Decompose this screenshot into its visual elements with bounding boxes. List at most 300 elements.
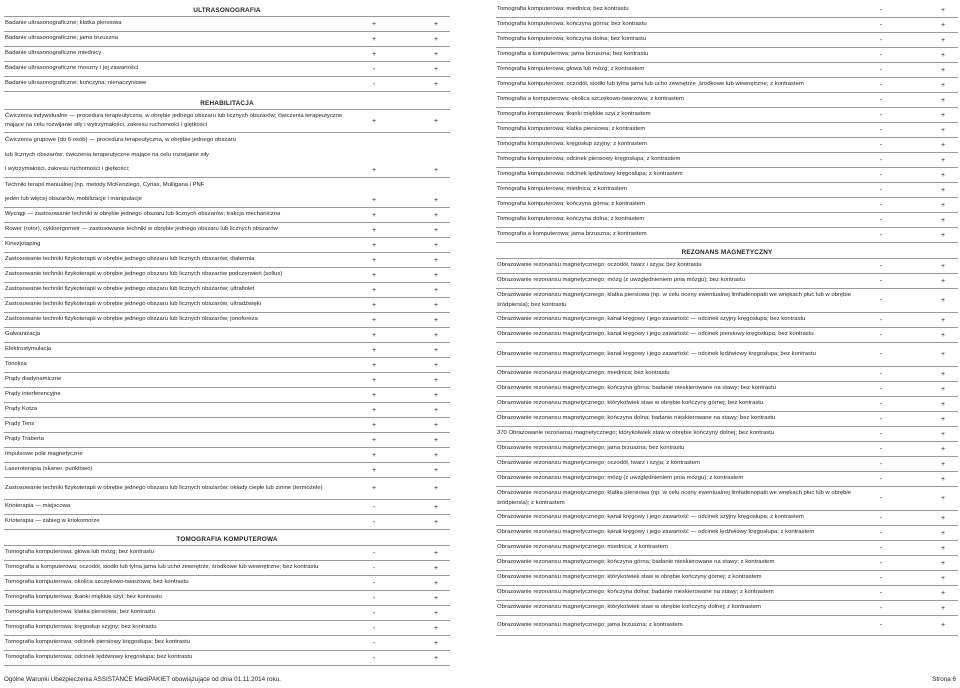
coverage-mark-variant-1: + [371,50,377,58]
coverage-mark-variant-2: + [433,331,439,339]
coverage-mark-variant-1: - [372,549,376,557]
service-description: Tomografia a komputerowa; okolica szczękowo-twarzowa; z kontrastem [497,96,684,103]
coverage-mark-variant-1: - [372,518,376,526]
coverage-mark-variant-2: + [940,96,946,104]
coverage-mark-variant-1: - [879,475,883,483]
table-row [496,556,958,571]
table-row [496,123,958,138]
table-row [4,110,450,133]
service-description: Zastosowanie techniki fizykoterapii w obrębie jednego obszaru lub licznych obszarów podczerwień (sollux) [5,271,283,278]
table-row [4,591,450,606]
coverage-mark-variant-2: + [433,406,439,414]
coverage-mark-variant-2: + [940,529,946,537]
table-row [496,108,958,123]
service-description: Tomografia komputerowa; tkanki miękkie szyi; bez kontrastu [5,594,162,601]
table-row [4,313,450,328]
section-header: TOMOGRAFIA KOMPUTEROWA [4,530,450,546]
coverage-mark-variant-1: + [371,406,377,414]
coverage-mark-variant-1: + [371,226,377,234]
table-row [4,621,450,636]
service-description: Krioterapia — miejscowa [5,503,71,510]
coverage-mark-variant-2: + [940,36,946,44]
coverage-mark-variant-1: + [371,485,377,492]
coverage-mark-variant-2: + [940,331,946,339]
coverage-mark-variant-1: + [371,241,377,249]
coverage-mark-variant-1: - [879,385,883,393]
table-row [4,223,450,238]
coverage-mark-variant-1: + [371,451,377,459]
table-row [496,616,958,636]
coverage-mark-variant-1: - [879,415,883,423]
coverage-mark-variant-2: + [433,226,439,234]
service-description: Kinezjotaping [5,241,41,248]
service-description: Impulsowe pole magnetyczne [5,451,83,458]
coverage-mark-variant-2: + [940,351,946,358]
coverage-mark-variant-2: + [433,316,439,324]
service-description: Zastosowanie techniki fizykoterapii w obrębie jednego obszaru lub licznych obszarów; diatermia [5,256,255,263]
table-row [496,487,958,511]
service-description: Techniki terapii manualnej (np. metody McKenziego, Cyriax, Mulligana i PNF [5,181,205,188]
service-description: Obrazowanie rezonansu magnetycznego; klatka piersiowa (np. w celu oceny ewentualnej limfadenopatii we wnękach płuc lub w obrębie śródpiersia); z kontrastem [497,490,851,506]
coverage-mark-variant-1: - [879,186,883,194]
service-description: Obrazowanie rezonansu magnetycznego; którykolwiek staw w obrębie kończyny górnej; z kontrastem [497,574,762,581]
coverage-mark-variant-1: + [371,117,377,125]
service-description: Zastosowanie techniki fizykoterapii w obrębie jednego obszaru lub licznych obszarów; jonoforeza [5,316,258,323]
service-description: Badanie ultrasonograficzne miednicy [5,50,102,57]
table-row [4,636,450,651]
service-description: Obrazowanie rezonansu magnetycznego; jama brzuszna; z kontrastem [497,621,683,628]
table-row [4,651,450,666]
service-description: Tomografia komputerowa; klatka piersiowa; z kontrastem [497,126,646,133]
section-header: REHABILITACJA [4,92,450,110]
table-row [496,586,958,601]
table-row [496,168,958,183]
coverage-mark-variant-1: + [371,301,377,309]
coverage-mark-variant-2: + [433,503,439,511]
table-row [496,63,958,78]
coverage-mark-variant-2: + [433,564,439,572]
table-row [496,601,958,616]
service-description: Obrazowanie rezonansu magnetycznego; kończyna górna; badanie nieskierowane na stawy; bez kontrastu [497,385,776,392]
coverage-mark-variant-1: - [372,594,376,602]
table-row [4,576,450,591]
service-description: Prądy interferencyjne [5,391,61,398]
table-row [4,298,450,313]
coverage-mark-variant-2: + [940,81,946,89]
table-row [496,78,958,93]
table-row [4,77,450,92]
table-row [496,328,958,343]
coverage-mark-variant-2: + [433,166,439,174]
coverage-mark-variant-1: + [371,376,377,384]
coverage-mark-variant-2: + [433,466,439,474]
service-description: Tomografia komputerowa; miednica; bez kontrastu [497,6,629,13]
coverage-mark-variant-2: + [433,391,439,399]
service-description: Obrazowanie rezonansu magnetycznego; klatka piersiowa (np. w celu oceny ewentualnej limfadenopatii we wnękach płuc lub w obrębie śródpiersia); bez kontrastu [497,292,851,308]
left-column [4,3,450,666]
coverage-mark-variant-1: + [371,271,377,279]
service-description: Tomografia a komputerowa; oczodół, siodło lub tylna jama lub ucho zewnętrze, środkowe lub wewnętrzne; bez kontrastu [5,564,319,571]
service-description: Tomografia komputerowa; kończyna dolna; z kontrastem [497,216,645,223]
coverage-mark-variant-2: + [940,495,946,502]
table-row [4,606,450,621]
coverage-mark-variant-2: + [940,316,946,324]
table-row [496,213,958,228]
coverage-mark-variant-2: + [940,66,946,74]
coverage-mark-variant-1: + [371,316,377,324]
table-row [4,500,450,515]
coverage-mark-variant-1: - [879,514,883,522]
table-row [4,343,450,358]
table-row [496,571,958,586]
coverage-mark-variant-1: - [372,609,376,617]
footer-document-title: Ogólne Warunki Ubezpieczenia ASSISTANCE MediPAKIET obowiązujące od dnia 01.11.2014 roku. [4,676,281,683]
coverage-mark-variant-1: - [879,297,883,304]
service-description: Tomografia a komputerowa; jama brzuszna; bez kontrastu [497,51,649,58]
coverage-mark-variant-2: + [940,604,946,612]
coverage-mark-variant-1: - [879,316,883,324]
table-row [4,418,450,433]
service-description: Tomografia komputerowa; miednica; z kontrastem [497,186,627,193]
service-description: Obrazowanie rezonansu magnetycznego; miednica; bez kontrastu [497,370,670,377]
coverage-mark-variant-2: + [433,256,439,264]
service-description: Tomografia komputerowa; kręgosłup szyjny; bez kontrastu [5,624,157,631]
coverage-mark-variant-1: - [879,216,883,224]
table-row [4,463,450,478]
coverage-mark-variant-2: + [940,559,946,567]
service-description: i wytrzymałości, zakresu ruchomości i giętkości; [5,166,130,173]
coverage-mark-variant-2: + [940,385,946,393]
coverage-mark-variant-2: + [433,286,439,294]
table-row [4,561,450,576]
table-row [4,193,450,208]
table-row [4,515,450,530]
service-description: Obrazowanie rezonansu magnetycznego; kanał kręgowy i jego zawartość — odcinek piersiowy kręgosłupa; bez kontrastu [497,331,814,338]
service-description: Badanie ultrasonograficzne; klatka piersiowa [5,20,122,27]
coverage-mark-variant-2: + [433,654,439,662]
coverage-mark-variant-1: - [879,430,883,438]
coverage-mark-variant-1: + [371,391,377,399]
coverage-mark-variant-2: + [433,361,439,369]
coverage-mark-variant-2: + [940,544,946,552]
table-row [4,448,450,463]
coverage-mark-variant-1: - [879,66,883,74]
service-description: Obrazowanie rezonansu magnetycznego; którykolwiek staw w obrębie kończyny górnej; bez kontrastu [497,400,764,407]
coverage-mark-variant-1: + [371,20,377,28]
coverage-mark-variant-2: + [433,241,439,249]
table-row [496,343,958,367]
coverage-mark-variant-2: + [940,231,946,239]
coverage-mark-variant-2: + [433,639,439,647]
table-row [496,18,958,33]
service-description: Badanie ultrasonograficzne; jama brzuszna [5,35,118,42]
coverage-mark-variant-2: + [940,111,946,119]
coverage-mark-variant-2: + [433,65,439,73]
coverage-mark-variant-2: + [940,201,946,209]
service-description: Prądy Kotza [5,406,38,413]
service-description: Obrazowanie rezonansu magnetycznego; którykolwiek staw w obrębie kończyny dolnej; z kontrastem [497,604,761,611]
coverage-mark-variant-1: - [879,604,883,612]
coverage-mark-variant-2: + [940,400,946,408]
table-row [496,472,958,487]
table-row [496,138,958,153]
coverage-mark-variant-1: + [371,256,377,264]
coverage-mark-variant-1: - [879,544,883,552]
service-description: Prądy diadynamiczne [5,376,62,383]
coverage-mark-variant-2: + [940,21,946,29]
service-description: Tomografia komputerowa; odcinek lędźwiowy kręgosłupa; bez kontrastu [5,654,193,661]
coverage-mark-variant-2: + [940,262,946,270]
table-row [4,47,450,62]
service-description: Zastosowanie techniki fizykoterapii w obrębie jednego obszaru lub licznych obszarów; ultradźwięki [5,301,262,308]
coverage-mark-variant-1: + [371,436,377,444]
table-row [496,397,958,412]
service-description: lub licznych obszarów; ćwiczenia terapeutyczne mające na celu rozwijanie siły [5,151,209,158]
service-description: Obrazowanie rezonansu magnetycznego; kanał kręgowy i jego zawartość — odcinek lędźwiowy kręgosłupa; z kontrastem [497,529,815,536]
service-description: Tomografia komputerowa; odcinek piersiowy kręgosłupa; bez kontrastu [5,639,190,646]
coverage-mark-variant-1: + [371,286,377,294]
table-row [496,274,958,289]
coverage-mark-variant-2: + [433,579,439,587]
coverage-mark-variant-2: + [940,186,946,194]
service-description: Tomografia komputerowa; tkanki miękkie szyi z kontrastem [497,111,651,118]
table-row [496,382,958,397]
service-description: Tomografia komputerowa; klatka piersiowa; bez kontrastu [5,609,155,616]
service-description: Obrazowanie rezonansu magnetycznego; jama brzuszna; bez kontrastu [497,445,685,452]
table-row [496,198,958,213]
coverage-mark-variant-1: - [879,6,883,14]
table-row [4,32,450,47]
service-description: Zastosowanie techniki fizykoterapii w obrębie jednego obszaru lub licznych obszarów; ultrafiolet [5,286,255,293]
table-row [4,283,450,298]
coverage-mark-variant-2: + [940,445,946,453]
coverage-mark-variant-2: + [433,20,439,28]
coverage-mark-variant-2: + [940,51,946,59]
coverage-mark-variant-1: - [879,574,883,582]
table-row [4,433,450,448]
table-row [4,17,450,32]
coverage-mark-variant-2: + [433,518,439,526]
service-description: Zastosowanie techniki fizykoterapii w obrębie jednego obszaru lub licznych obszarów; okłady ciepłe lub zimne (termożele) [5,484,323,491]
service-description: Obrazowanie rezonansu magnetycznego; miednica; z kontrastem [497,544,668,551]
service-description: Obrazowanie rezonansu magnetycznego; kończyna dolna; badanie nieskierowane na stawy; bez kontrastu [497,415,776,422]
coverage-mark-variant-2: + [940,460,946,468]
table-row [496,153,958,168]
coverage-mark-variant-1: - [372,564,376,572]
table-row [496,183,958,198]
service-description: Elektrostymulacja [5,346,52,353]
service-description: Wyciągi — zastosowanie techniki w obrębie jednego obszaru lub licznych obszarów; trakcja mechaniczna [5,211,281,218]
table-row [496,511,958,526]
coverage-mark-variant-1: - [879,400,883,408]
service-description: Tomografia komputerowa; odcinek lędźwiowy kręgosłupa; z kontrastem [497,171,683,178]
coverage-mark-variant-1: - [372,654,376,662]
service-description: 370 Obrazowanie rezonansu magnetycznego; którykolwiek staw w obrębie kończyny dolnej; bez kontrastu [497,430,775,437]
table-row [496,313,958,328]
table-row [496,412,958,427]
service-description: Obrazowanie rezonansu magnetycznego; kończyna górna; badanie nieskierowane na stawy; z kontrastem [497,559,775,566]
service-description: Prądy Tens [5,421,35,428]
coverage-mark-variant-1: - [879,559,883,567]
coverage-mark-variant-2: + [940,475,946,483]
coverage-mark-variant-2: + [940,141,946,149]
coverage-mark-variant-2: + [940,6,946,14]
coverage-mark-variant-1: - [372,639,376,647]
service-description: Obrazowanie rezonansu magnetycznego; mózg (z uwzględnieniem pnia mózgu); bez kontrastu [497,277,745,284]
coverage-mark-variant-1: - [879,21,883,29]
service-description: Tomografia komputerowa; głowa lub mózg; z kontrastem [497,66,645,73]
coverage-mark-variant-1: - [372,65,376,73]
table-row [496,427,958,442]
table-row [4,148,450,163]
service-description: Obrazowanie rezonansu magnetycznego; mózg (z uwzględnieniem pnia mózgu); z kontrastem [497,475,744,482]
coverage-mark-variant-1: - [879,445,883,453]
coverage-mark-variant-2: + [940,126,946,134]
coverage-mark-variant-2: + [940,589,946,597]
coverage-mark-variant-2: + [433,549,439,557]
coverage-mark-variant-2: + [940,156,946,164]
coverage-mark-variant-2: + [433,211,439,219]
coverage-mark-variant-1: - [879,96,883,104]
coverage-mark-variant-1: - [879,370,883,378]
coverage-mark-variant-2: + [433,624,439,632]
table-row [496,289,958,313]
footer-page-number: Strona 6 [932,676,956,683]
table-row [4,328,450,343]
coverage-mark-variant-1: - [372,624,376,632]
coverage-mark-variant-2: + [433,117,439,125]
table-row [496,259,958,274]
service-description: Tomografia komputerowa; okolica szczękowo-twarzowa; bez kontrastu [5,579,189,586]
coverage-mark-variant-2: + [433,609,439,617]
table-row [4,62,450,77]
coverage-mark-variant-1: - [879,51,883,59]
coverage-mark-variant-2: + [940,171,946,179]
coverage-mark-variant-1: - [879,460,883,468]
table-row [4,403,450,418]
table-row [496,3,958,18]
service-description: Tomografia a komputerowa; jama brzuszna; z kontrastem [497,231,647,238]
table-row [4,208,450,223]
coverage-mark-variant-2: + [433,80,439,88]
coverage-mark-variant-1: - [879,156,883,164]
coverage-mark-variant-2: + [433,196,439,204]
service-description: Obrazowanie rezonansu magnetycznego; oczodół, twarz i szyja; z kontrastem [497,460,700,467]
service-description: Ćwiczenia indywidualne — procedura terapeutyczna, w obrębie jednego obszaru lub licznych obszarów; ćwiczenia terapeutyczne mające na celu rozwijanie siły i wytrzymałości, zakresu ruchomości i giętkości [5,112,343,128]
coverage-mark-variant-1: + [371,196,377,204]
coverage-mark-variant-2: + [940,622,946,629]
service-description: Galwanizacja [5,331,41,338]
coverage-mark-variant-1: - [372,579,376,587]
service-description: Prądy Traberta [5,436,44,443]
coverage-mark-variant-2: + [940,514,946,522]
table-row [496,228,958,243]
coverage-mark-variant-1: - [879,589,883,597]
table-row [4,268,450,283]
service-description: Obrazowanie rezonansu magnetycznego; kanał kręgowy i jego zawartość — odcinek lędźwiowy kręgosłupa; bez kontrastu [497,350,816,357]
section-header: REZONANS MAGNETYCZNY [496,243,958,259]
coverage-mark-variant-2: + [940,370,946,378]
table-row [4,478,450,500]
coverage-mark-variant-1: - [879,331,883,339]
table-row [496,526,958,541]
coverage-mark-variant-2: + [940,415,946,423]
service-description: Badanie ultrasonograficzne moszny i jej zawartości [5,65,139,72]
table-row [496,457,958,472]
table-row [496,367,958,382]
table-row [4,178,450,193]
coverage-mark-variant-2: + [433,436,439,444]
coverage-mark-variant-1: - [879,495,883,502]
coverage-mark-variant-2: + [433,35,439,43]
coverage-mark-variant-2: + [940,277,946,285]
coverage-mark-variant-2: + [433,421,439,429]
service-description: Tomografia komputerowa; oczodół, siodło lub tylna jama lub ucho zewnętrze ,środkowe lub wewnętrzne; z kontrastem [497,81,804,88]
service-description: Laseroterapia (skaner, punktowo) [5,466,93,473]
coverage-mark-variant-1: + [371,421,377,429]
coverage-mark-variant-2: + [433,451,439,459]
coverage-mark-variant-1: + [371,166,377,174]
coverage-mark-variant-1: - [879,111,883,119]
coverage-mark-variant-1: + [371,211,377,219]
coverage-mark-variant-1: - [879,262,883,270]
table-row [4,546,450,561]
coverage-mark-variant-2: + [433,485,439,492]
coverage-mark-variant-1: - [879,231,883,239]
service-description: Tomografia komputerowa; kończyna dolna; bez kontrastu [497,36,646,43]
coverage-mark-variant-2: + [433,346,439,354]
service-description: Obrazowanie rezonansu magnetycznego; kończyna dolna; badanie nieskierowane na stawy; z kontrastem [497,589,774,596]
service-description: Rower (rotor), cykloergometr — zastosowanie techniki w obrębie jednego obszaru lub licznych obszarów [5,226,278,233]
coverage-mark-variant-1: - [879,351,883,358]
service-description: Ćwiczenia grupowe (do 6 osób) — procedura terapeutyczna, w obrębie jednego obszaru [5,136,236,143]
coverage-mark-variant-2: + [940,297,946,304]
coverage-mark-variant-1: - [372,503,376,511]
coverage-mark-variant-1: + [371,331,377,339]
coverage-mark-variant-1: + [371,361,377,369]
table-row [496,541,958,556]
coverage-mark-variant-1: + [371,35,377,43]
coverage-mark-variant-1: - [879,36,883,44]
coverage-mark-variant-1: - [879,622,883,629]
coverage-mark-variant-1: - [879,141,883,149]
service-description: Tomografia komputerowa; głowa lub mózg; bez kontrastu [5,549,154,556]
service-description: Badanie ultrasonograficzne; kończyna; nienaczyniowe [5,80,147,87]
coverage-mark-variant-1: + [371,346,377,354]
service-description: Tonoliza [5,361,27,368]
coverage-mark-variant-2: + [940,430,946,438]
table-row [4,253,450,268]
service-description: Krioterapia — zabieg w kriokomorze [5,518,100,525]
section-header: ULTRASONOGRAFIA [4,3,450,17]
table-row [496,33,958,48]
coverage-mark-variant-2: + [433,376,439,384]
coverage-mark-variant-2: + [433,50,439,58]
service-description: Obrazowanie rezonansu magnetycznego; kanał kręgowy i jego zawartość — odcinek szyjny kręgosłupa; z kontrastem [497,514,804,521]
coverage-mark-variant-2: + [940,216,946,224]
service-description: Obrazowanie rezonansu magnetycznego; kanał kręgowy i jego zawartość — odcinek szyjny kręgosłupa; bez kontrastu [497,316,806,323]
service-description: jeden lub więcej obszarów, mobilizacje i manipulacje [5,196,142,203]
coverage-mark-variant-1: - [879,277,883,285]
table-row [496,442,958,457]
coverage-mark-variant-1: - [879,126,883,134]
right-column [496,3,958,636]
coverage-mark-variant-2: + [940,574,946,582]
service-description: Obrazowanie rezonansu magnetycznego; oczodół, twarz i szyja; bez kontrastu [497,262,702,269]
table-row [4,133,450,148]
service-description: Tomografia komputerowa; kończyna górna; z kontrastem [497,201,645,208]
coverage-mark-variant-1: - [879,81,883,89]
